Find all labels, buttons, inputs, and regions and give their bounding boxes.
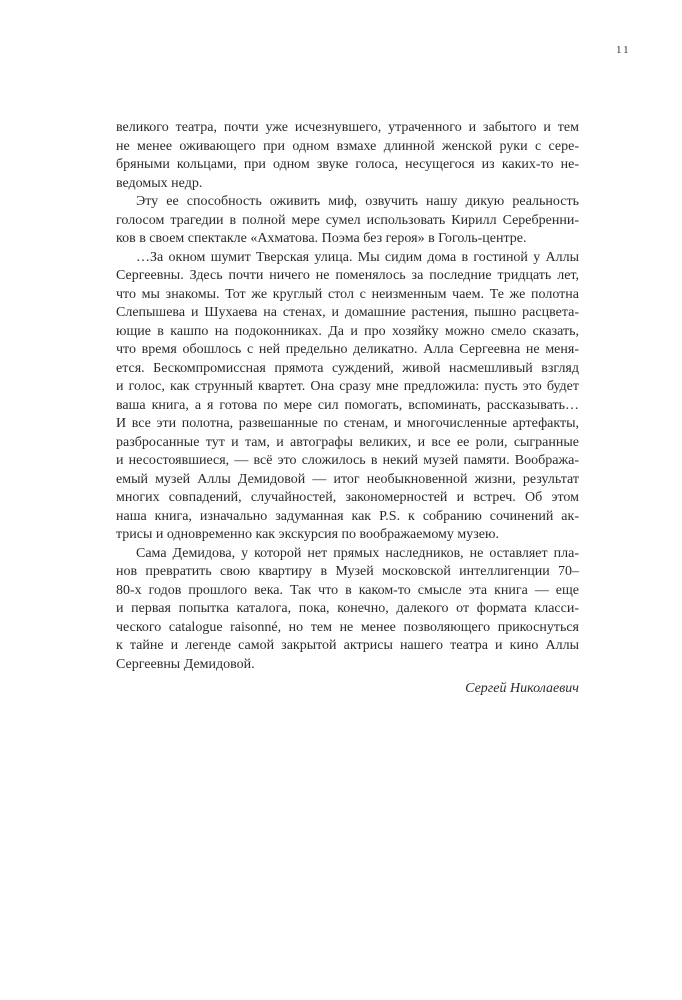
text-line: ческого catalogue raisonné, но тем не менее позволяющего прикоснуться: [116, 619, 579, 635]
text-line: …За окном шумит Тверская улица. Мы сидим дома в гостиной у Аллы: [136, 249, 579, 265]
text-line: Эту ее способность оживить миф, озвучить нашу дикую реальность: [136, 194, 579, 209]
text-line: не менее оживающего при одном взмахе длинной женской руки с сере-: [116, 138, 579, 154]
paragraph: [116, 119, 579, 193]
text-line: нов превратить свою квартиру в Музей московской интеллигенции 70–: [116, 564, 579, 579]
text-line: Сергеевны. Здесь почти ничего не поменялось за последние тридцать лет,: [116, 268, 579, 283]
text-line: и голос, как струнный квартет. Она сразу мне предложила: пусть это будет: [116, 379, 579, 394]
paragraph: [116, 249, 579, 545]
text-line: бряными кольцами, при одном звуке голоса, несущегося из каких-то не-: [116, 157, 579, 172]
text-line: трисы и одновременно как экскурсия по воображаемому музею.: [116, 527, 499, 542]
text-line: Слепышева и Шухаева на стенах, и домашние растения, пышно расцвета-: [116, 305, 579, 320]
text-line: ющие в кашпо на подоконниках. Да и про хозяйку можно смело сказать,: [116, 323, 579, 339]
text-line: Сергеевны Демидовой.: [116, 656, 255, 672]
text-line: ков в своем спектакле «Ахматова. Поэма без героя» в Гоголь-центре.: [116, 231, 527, 246]
text-line: емый музей Аллы Демидовой — итог необыкновенной жизни, результат: [116, 471, 579, 487]
text-line: и несостоявшиеся, — всё это сложилось в некий музей памяти. Вообража-: [116, 453, 579, 468]
text-line: что время обошлось с ней предельно деликатно. Алла Сергеевна не меня-: [116, 342, 579, 357]
text-line: И все эти полотна, развешанные по стенам, и многочисленные артефакты,: [116, 416, 579, 431]
text-line: Сама Демидова, у которой нет прямых наследников, не оставляет пла-: [136, 545, 579, 561]
text-line: разбросанные тут и там, и автографы великих, и все ее роли, сыгранные: [116, 434, 579, 450]
paragraph: [116, 545, 579, 675]
text-line: ется. Бескомпромиссная прямота суждений, живой насмешливый взгляд: [116, 360, 579, 376]
text-line: ваша книга, а я готова по мере сил помогать, вспоминать, рассказывать…: [116, 397, 579, 413]
paragraph: [116, 193, 579, 249]
page-number: 11: [616, 44, 631, 56]
text-line: многих совпадений, случайностей, закономерностей и встреч. Об этом: [116, 490, 579, 505]
body-text: [116, 119, 579, 699]
text-line: наша книга, изначально задуманная как P.S. к собранию сочинений ак-: [116, 508, 579, 524]
text-line: и первая попытка каталога, пока, конечно, далекого от формата класси-: [116, 601, 579, 616]
author-signature: Сергей Николаевич: [465, 681, 579, 696]
text-line: что мы знакомы. Тот же круглый стол с неизменным чаем. Те же полотна: [116, 286, 579, 302]
text-line: великого театра, почти уже исчезнувшего, утраченного и забытого и тем: [116, 120, 579, 135]
text-line: 80-х годов прошлого века. Так что в каком-то смысле эта книга — еще: [116, 582, 579, 598]
text-line: ведомых недр.: [116, 175, 203, 191]
text-line: голосом трагедии в полной мере сумел использовать Кирилл Серебренни-: [116, 212, 579, 228]
text-line: к тайне и легенде самой закрытой актрисы нашего театра и кино Аллы: [116, 638, 579, 653]
